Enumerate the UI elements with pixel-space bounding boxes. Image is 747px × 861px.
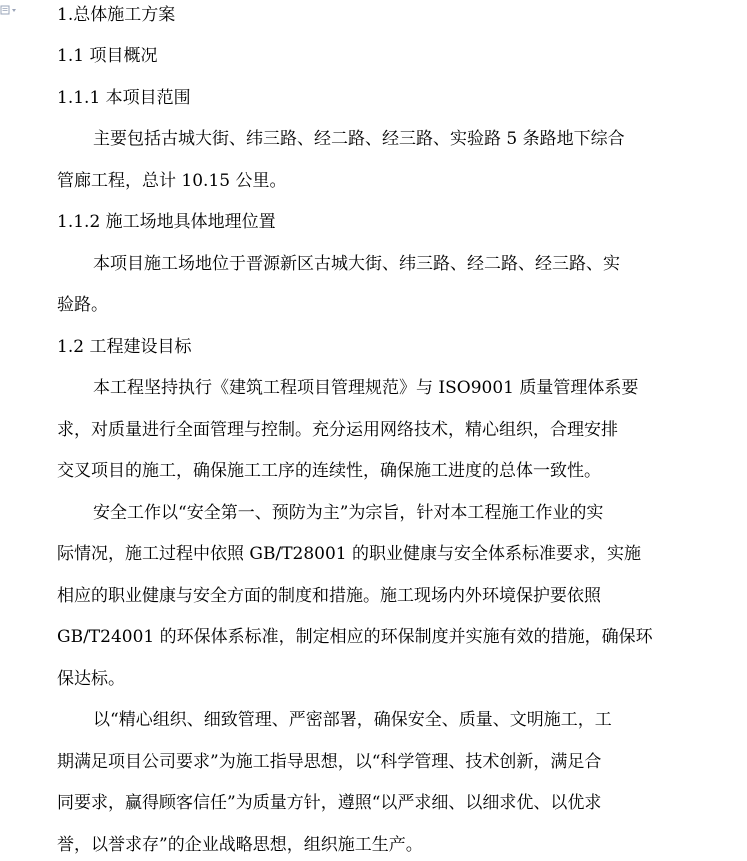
- paragraph-line: 本工程坚持执行《建筑工程项目管理规范》与 ISO9001 质量管理体系要: [93, 378, 639, 398]
- heading-1: 1.总体施工方案: [57, 5, 176, 25]
- paragraph-line: 本项目施工场地位于晋源新区古城大街、纬三路、经二路、经三路、实: [93, 254, 620, 274]
- paragraph-line: 际情况，施工过程中依照 GB/T28001 的职业健康与安全体系标准要求，实施: [57, 544, 642, 564]
- paragraph-line: 期满足项目公司要求”为施工指导思想，以“科学管理、技术创新，满足合: [57, 752, 602, 772]
- heading-1-1: 1.1 项目概况: [57, 46, 158, 66]
- heading-1-2: 1.2 工程建设目标: [57, 337, 192, 357]
- paragraph-line: 相应的职业健康与安全方面的制度和措施。施工现场内外环境保护要依照: [57, 586, 601, 606]
- paragraph-line: 保达标。: [57, 669, 125, 689]
- paragraph-line: 求，对质量进行全面管理与控制。充分运用网络技术，精心组织，合理安排: [57, 420, 618, 440]
- paragraph-line: GB/T24001 的环保体系标准，制定相应的环保制度并实施有效的措施，确保环: [57, 627, 653, 647]
- heading-1-1-2: 1.1.2 施工场地具体地理位置: [57, 212, 276, 232]
- paragraph-line: 交叉项目的施工，确保施工工序的连续性，确保施工进度的总体一致性。: [57, 461, 601, 481]
- paragraph-line: 管廊工程，总计 10.15 公里。: [57, 171, 287, 191]
- paragraph-line: 主要包括古城大街、纬三路、经二路、经三路、实验路 5 条路地下综合: [93, 129, 625, 149]
- paragraph-line: 验路。: [57, 295, 108, 315]
- paragraph-line: 同要求，赢得顾客信任”为质量方针，遵照“以严求细、以细求优、以优求: [57, 793, 602, 813]
- paragraph-line: 誉，以誉求存”的企业战略思想，组织施工生产。: [57, 835, 423, 855]
- paragraph-line: 以“精心组织、细致管理、严密部署，确保安全、质量、文明施工，工: [93, 710, 612, 730]
- document-anchor-icon: [0, 4, 18, 18]
- paragraph-line: 安全工作以“安全第一、预防为主”为宗旨，针对本工程施工作业的实: [93, 503, 604, 523]
- heading-1-1-1: 1.1.1 本项目范围: [57, 88, 191, 108]
